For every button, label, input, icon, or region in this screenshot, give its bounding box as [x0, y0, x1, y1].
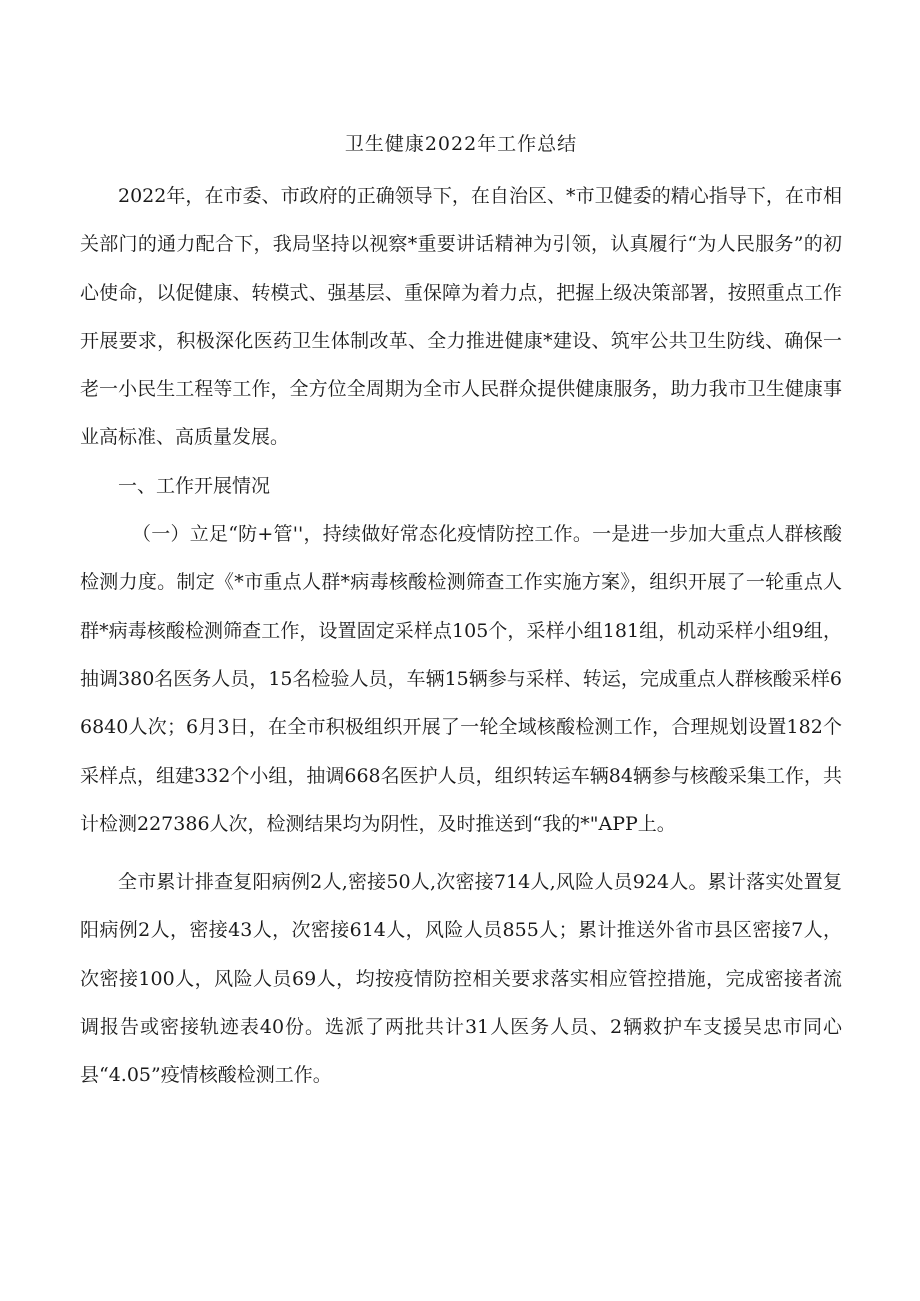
subsection-paragraph: （一）立足“防+管''，持续做好常态化疫情防控工作。一是进一步加大重点人群核酸检测力度。制定《*市重点人群*病毒核酸检测筛查工作实施方案》，组织开展了一轮重点人群*病毒核酸检测筛查工作，设置固定采样点105个，采样小组181组，机动采样小组9组，抽调380名医务人员，15名检验人员，车辆15辆参与采样、转运，完成重点人群核酸采样66840人次；6月3日，在全市积极组织开展了一轮全域核酸检测工作，合理规划设置182个采样点，组建332个小组，抽调668名医护人员，组织转运车辆84辆参与核酸采集工作，共计检测227386人次，检测结果均为阴性，及时推送到“我的*"APP上。 — [80, 523, 842, 835]
document-page — [80, 124, 842, 1100]
document-title: 卫生健康2022年工作总结 — [344, 133, 578, 155]
intro-paragraph: 2022年，在市委、市政府的正确领导下，在自治区、*市卫健委的精心指导下，在市相关部门的通力配合下，我局坚持以视察*重要讲话精神为引领，认真履行“为人民服务”的初心使命，以促健康、转模式、强基层、重保障为着力点，把握上级决策部署，按照重点工作开展要求，积极深化医药卫生体制改革、全力推进健康*建设、筑牢公共卫生防线、确保一老一小民生工程等工作，全方位全周期为全市人民群众提供健康服务，助力我市卫生健康事业高标准、高质量发展。 — [80, 185, 842, 449]
statistics-paragraph: 全市累计排查复阳病例2人,密接50人,次密接714人,风险人员924人。累计落实处置复阳病例2人，密接43人，次密接614人，风险人员855人；累计推送外省市县区密接7人，次密接100人，风险人员69人，均按疫情防控相关要求落实相应管控措施，完成密接者流调报告或密接轨迹表40份。选派了两批共计31人医务人员、2辆救护车支援吴忠市同心县“4.05”疫情核酸检测工作。 — [80, 871, 842, 1087]
paragraph-gap — [80, 848, 842, 858]
section-heading: 一、工作开展情况 — [118, 474, 271, 497]
